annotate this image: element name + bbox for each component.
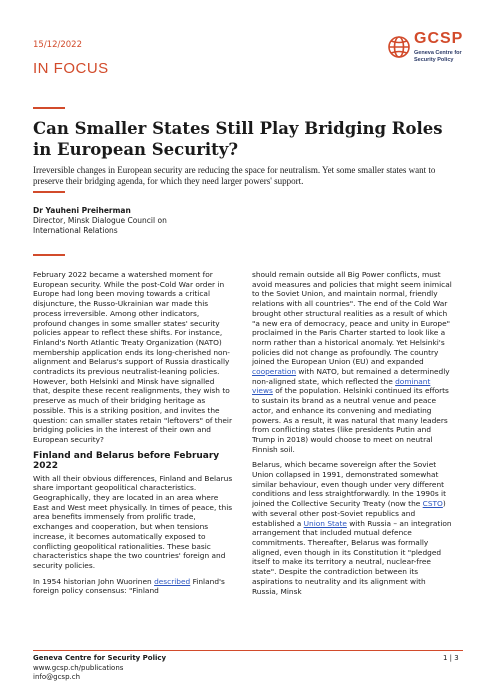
author-block [33,206,253,236]
section-heading: Finland and Belarus before February 2022 [33,450,220,471]
footer-email[interactable]: info@gcsp.ch [33,673,81,681]
logo-subtitle-line1: Geneva Centre for [414,50,462,56]
author-name: Dr Yauheni Preiherman [33,206,131,215]
text-run: Belarus, which became sovereign after the Soviet Union collapsed in 1991, demonstrated somewhat similar behaviour, even though under very different conditions and less straightforwardly. In the 1990s it joined the Collective Security Treaty (now the [252,460,446,509]
accent-rule [33,107,65,109]
text-run: of the population. Helsinki continued its efforts to sustain its brand as a neutral venue and peace actor, and enhance its convening and mediating powers. As a result, it was natural that many leaders from conflicting states (like presidents Putin and Trump in 2018) would choose to meet on neutral Finnish soil. [252,386,449,454]
paragraph [252,460,452,596]
text-run: should remain outside all Big Power conflicts, must avoid measures and policies that might seem inimical to the Soviet Union, and maintain normal, friendly relations with all countries". The end of the Cold War brought other structural realities as a result of which "a new era of democracy, peace and unity in Europe" proclaimed in the Paris Charter started to look like a norm rather than a historical anomaly. Yet Helsinki's policies did not change as profoundly. The country joined the European Union (EU) and expanded [252,270,452,367]
paragraph: With all their obvious differences, Finland and Belarus share important geopolitical characteristics. Geographically, they are located in an area where East and West meet physically. In times of peace, this area benefits immensely from prolific trade, exchanges and cooperation, but when tensions increase, it becomes automatically exposed to conflicting geopolitical rationalities. These basic characteristics shape the two countries' foreign and security policies. [33,473,233,570]
section-label: IN FOCUS [33,60,109,77]
text-run: with Russia – an integration arrangement that included mutual defence commitments. Thereafter, Belarus was formally aligned, even though in its Constitution it "pledged itself to make its territory a neutral, nuclear-free state". Despite the contradiction between its aspirations to neutrality and its alignment with Russia, Minsk [252,518,452,596]
link-cooperation[interactable]: cooperation [252,367,297,377]
footer-rule [33,650,463,651]
text-run: Finland's foreign policy consensus: "Finland [33,576,225,596]
accent-rule [33,191,65,193]
page-number: 1 | 3 [443,654,459,662]
text-run: In 1954 historian John Wuorinen [33,576,155,586]
link-csto[interactable]: CSTO [422,499,443,509]
text-run: with NATO, but remained a determinedly non-aligned state, which reflected the [252,367,450,386]
link-union-state[interactable]: Union State [303,518,347,528]
logo-acronym: GCSP [414,30,464,47]
paragraph [33,577,233,596]
footer [33,654,166,683]
accent-rule [33,254,65,256]
link-described[interactable]: described [154,576,191,586]
paragraph: February 2022 became a watershed moment for European security. While the post-Cold War order in Europe had long been moving towards a critical disjuncture, the Russo-Ukrainian war made this process irreversible. Among other indicators, profound changes in some smaller states' security policies appear to reflect these shifts. For instance, Finland's North Atlantic Treaty Organization (NATO) membership application ends its long-cherished non-alignment and Belarus's support of Russia drastically contradicts its previous neutralist-leaning policies. However, both Helsinki and Minsk have signalled that, despite these recent realignments, they wish to preserve as much of their bridging heritage as possible. This is a striking position, and invites the question: can smaller states retain "leftovers" of their bridging policies in the interest of their own and European security? [33,270,233,444]
column-right [252,270,452,602]
author-role-line2: International Relations [33,226,118,235]
column-left [33,270,233,602]
logo-subtitle-line2: Security Policy [414,57,454,63]
publication-date: 15/12/2022 [33,40,82,50]
footer-url[interactable]: www.gcsp.ch/publications [33,663,124,672]
text-run: ) with several other post-Soviet republics and established a [252,499,446,528]
link-dominant-views[interactable]: dominant views [252,376,431,396]
globe-icon [389,37,409,57]
paragraph [252,270,452,454]
article-lead: Irreversible changes in European security are reducing the space for neutralism. Yet some smaller states want to preserve their bridging agenda, for which they need larger powers' support. [33,165,436,186]
article-title: Can Smaller States Still Play Bridging Roles in European Security? [33,119,443,159]
author-role-line1: Director, Minsk Dialogue Council on [33,216,167,225]
footer-org: Geneva Centre for Security Policy [33,654,167,662]
